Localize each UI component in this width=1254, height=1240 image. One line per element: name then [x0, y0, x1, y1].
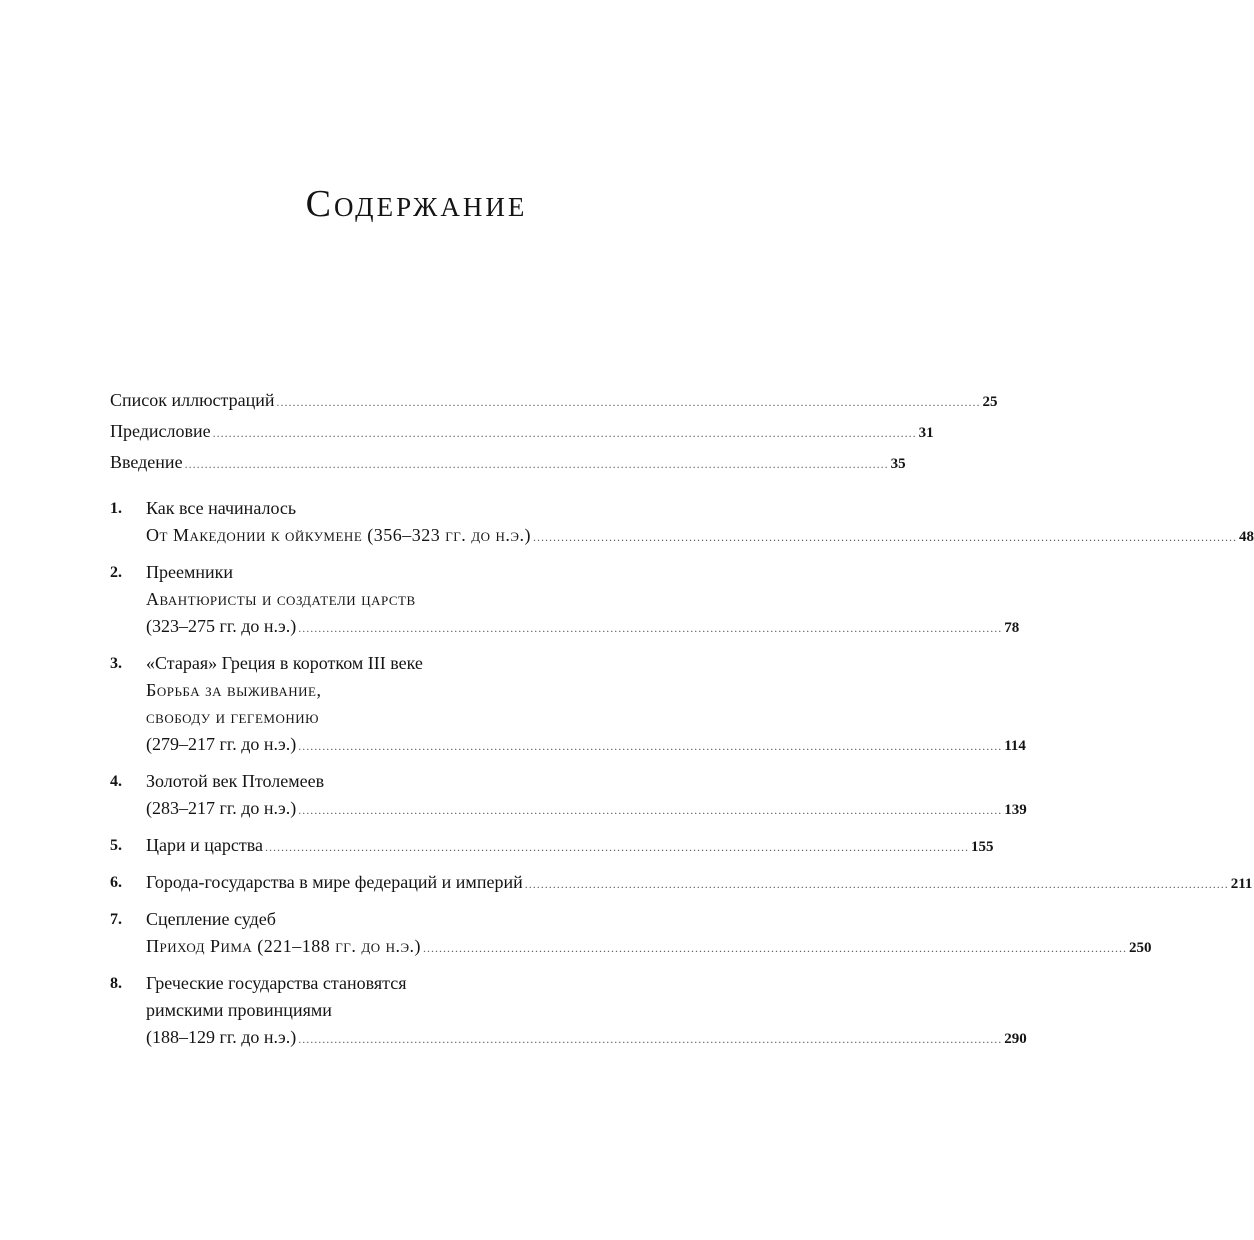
chapter-title: Преемники	[146, 562, 234, 582]
chapter-title: Города-государства в мире федераций и империй	[146, 872, 523, 892]
toc-page-number: 78	[1004, 620, 1020, 636]
chapter-dates: (283–217 гг. до н.э.)	[146, 798, 297, 818]
leader-dots	[298, 733, 1002, 760]
toc-page-number: 139	[1004, 802, 1027, 818]
chapter-dates: (279–217 гг. до н.э.)	[146, 734, 297, 754]
toc-chapter[interactable]	[110, 495, 1254, 549]
toc-chapter[interactable]	[110, 650, 1026, 758]
toc-page-number: 25	[982, 394, 998, 410]
leader-dots	[265, 834, 969, 861]
chapter-number: 4.	[110, 773, 122, 790]
toc-chapter[interactable]	[110, 832, 994, 859]
leader-dots	[533, 524, 1237, 551]
chapter-subtitle: Авантюристы и создатели царств	[146, 589, 416, 609]
toc-chapter[interactable]	[110, 970, 1027, 1051]
chapter-subtitle: От Македонии к ойкумене (356–323 гг. до н.э.)	[146, 525, 532, 545]
page-title: Содержание	[305, 183, 528, 225]
chapter-subtitle: Приход Рима (221–188 гг. до н.э.)	[146, 936, 422, 956]
table-of-contents	[110, 385, 1254, 1061]
chapter-number: 7.	[110, 911, 122, 928]
toc-chapter[interactable]	[110, 906, 1152, 960]
toc-page-number: 35	[890, 456, 906, 472]
chapter-number: 5.	[110, 837, 122, 854]
chapter-number: 6.	[110, 874, 122, 891]
toc-chapter[interactable]	[110, 869, 1253, 896]
toc-entry[interactable]	[110, 447, 906, 478]
leader-dots	[185, 449, 889, 480]
chapter-title: Сцепление судеб	[146, 909, 276, 929]
toc-page-number: 155	[970, 839, 994, 855]
toc-page-number: 250	[1129, 940, 1152, 956]
chapter-number: 2.	[110, 564, 122, 581]
toc-entry-label: Введение	[110, 452, 183, 472]
toc-chapter[interactable]	[110, 768, 1027, 822]
leader-dots	[277, 387, 981, 418]
leader-dots	[423, 935, 1127, 962]
toc-entry-label: Список иллюстраций	[110, 390, 275, 410]
leader-dots	[298, 1026, 1002, 1053]
toc-page-number: 211	[1230, 876, 1253, 892]
chapter-title: Золотой век Птолемеев	[146, 771, 325, 791]
chapter-subtitle: свободу и гегемонию	[146, 707, 319, 727]
chapter-title: Как все начиналось	[146, 498, 297, 518]
toc-entry-label: Предисловие	[110, 421, 211, 441]
toc-page-number: 31	[918, 425, 934, 441]
chapter-dates: (188–129 гг. до н.э.)	[146, 1027, 297, 1047]
leader-dots	[525, 871, 1229, 898]
chapter-title-continued: римскими провинциями	[146, 1000, 332, 1020]
leader-dots	[213, 418, 917, 449]
chapter-number: 3.	[110, 655, 122, 672]
toc-page-number: 48	[1239, 529, 1254, 545]
leader-dots	[298, 797, 1002, 824]
chapter-dates: (323–275 гг. до н.э.)	[146, 616, 297, 636]
chapter-number: 8.	[110, 975, 122, 992]
toc-page-number: 290	[1004, 1031, 1027, 1047]
chapter-title: Греческие государства становятся	[146, 973, 407, 993]
toc-page-number: 114	[1004, 738, 1026, 754]
toc-chapter[interactable]	[110, 559, 1020, 640]
chapter-number: 1.	[110, 500, 122, 517]
chapter-title: «Старая» Греция в коротком III веке	[146, 653, 423, 673]
chapter-subtitle: Борьба за выживание,	[146, 680, 322, 700]
toc-entry[interactable]	[110, 385, 998, 416]
toc-entry[interactable]	[110, 416, 934, 447]
leader-dots	[298, 615, 1002, 642]
chapter-title: Цари и царства	[146, 835, 263, 855]
